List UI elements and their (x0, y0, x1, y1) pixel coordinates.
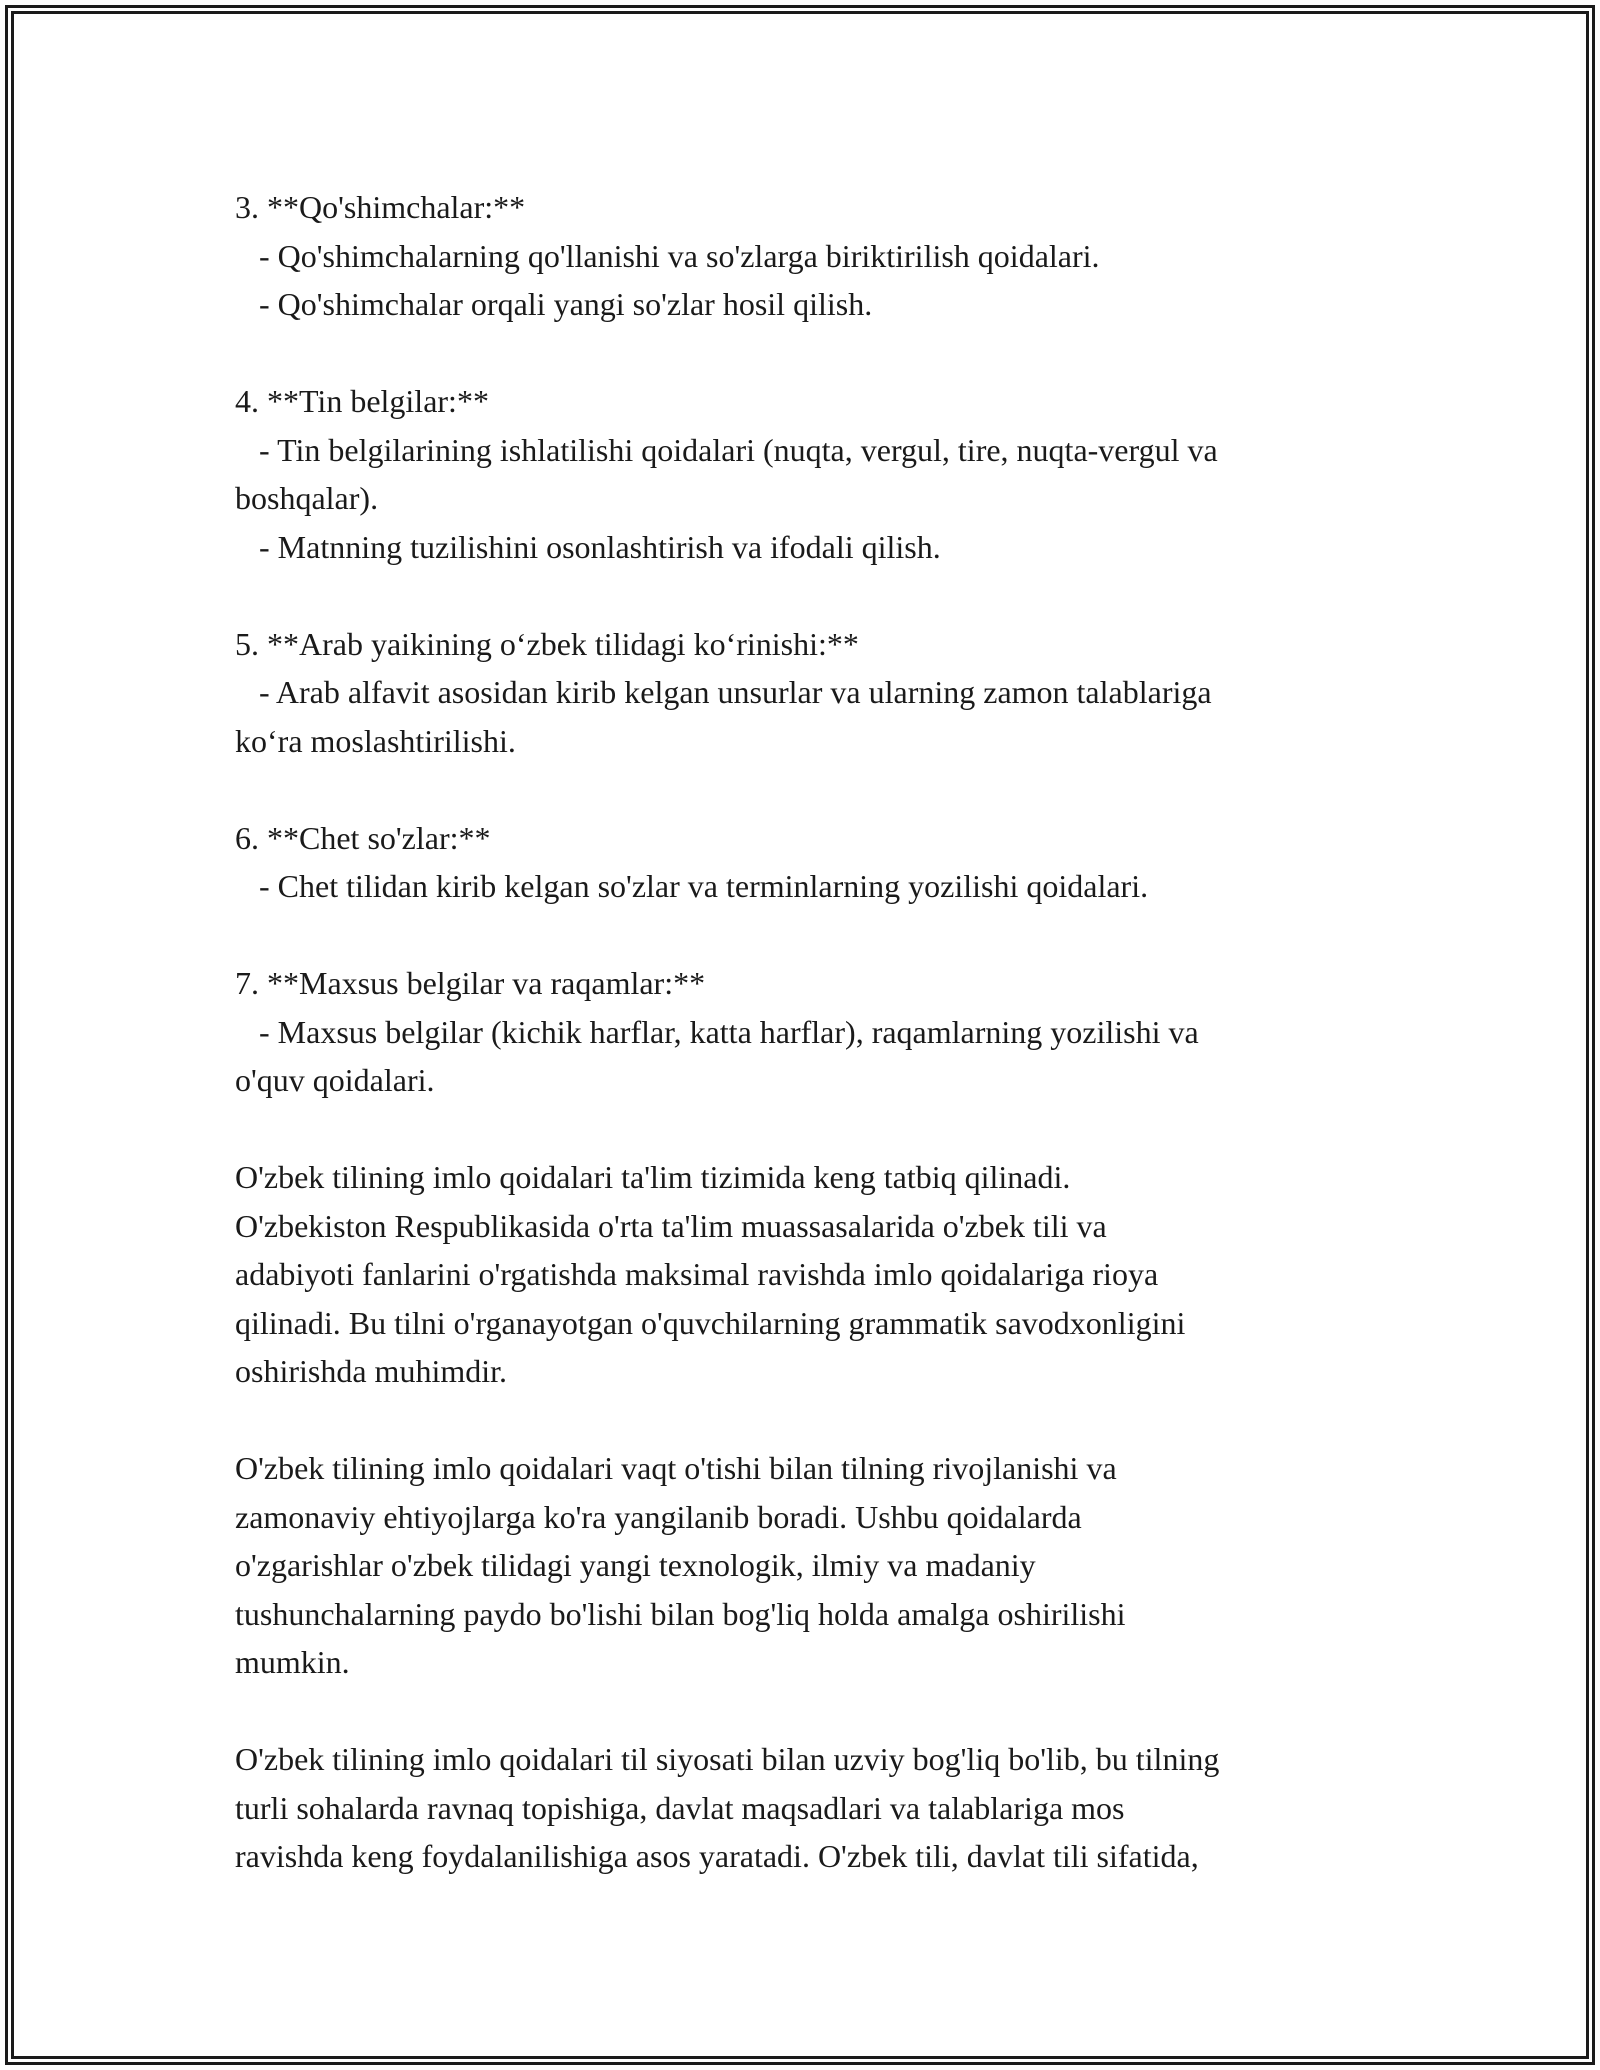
text-line: tushunchalarning paydo bo'lishi bilan bog'liq holda amalga oshirilishi (235, 1595, 1126, 1632)
text-line: o'zgarishlar o'zbek tilidagi yangi texnologik, ilmiy va madaniy (235, 1547, 1036, 1583)
blank-line (235, 765, 1375, 814)
text-line: ravishda keng foydalanilishiga asos yaratadi. O'zbek tili, davlat tili sifatida, (235, 1838, 1199, 1874)
text-line: - Tin belgilarining ishlatilishi qoidalari (nuqta, vergul, tire, nuqta-vergul va (235, 431, 1218, 468)
text-line: - Qo'shimchalar orqali yangi so'zlar hosil qilish. (235, 286, 873, 322)
blank-line (235, 1105, 1375, 1154)
text-line: O'zbek tilining imlo qoidalari til siyosati bilan uzviy bog'liq bo'lib, bu tilning (235, 1741, 1220, 1777)
text-line: - Qo'shimchalarning qo'llanishi va so'zlarga biriktirilish qoidalari. (235, 237, 1100, 274)
text-line: adabiyoti fanlarini o'rgatishda maksimal ravishda imlo qoidalariga rioya (235, 1256, 1159, 1292)
blank-line (235, 571, 1375, 620)
blank-line (235, 329, 1375, 378)
document-body (235, 183, 1375, 1881)
blank-line (235, 911, 1375, 960)
text-line: - Arab alfavit asosidan kirib kelgan unsurlar va ularning zamon talablariga (235, 674, 1212, 710)
blank-line (235, 1687, 1375, 1736)
text-line: - Chet tilidan kirib kelgan so'zlar va terminlarning yozilishi qoidalari. (235, 868, 1149, 904)
text-line: boshqalar). (235, 480, 379, 516)
text-line: O'zbek tilining imlo qoidalari ta'lim tizimida keng tatbiq qilinadi. (235, 1159, 1071, 1195)
text-line: O'zbek tilining imlo qoidalari vaqt o'tishi bilan tilning rivojlanishi va (235, 1450, 1117, 1486)
blank-line (235, 1396, 1375, 1445)
text-line: 6. **Chet so'zlar:** (235, 819, 491, 856)
text-line: turli sohalarda ravnaq topishiga, davlat maqsadlari va talablariga mos (235, 1789, 1125, 1826)
text-line: - Matnning tuzilishini osonlashtirish va ifodali qilish. (235, 528, 941, 565)
text-line: zamonaviy ehtiyojlarga ko'ra yangilanib boradi. Ushbu qoidalarda (235, 1498, 1082, 1535)
text-line: 3. **Qo'shimchalar:** (235, 189, 526, 225)
text-line: 4. **Tin belgilar:** (235, 383, 489, 419)
text-line: 7. **Maxsus belgilar va raqamlar:** (235, 965, 706, 1001)
text-line: o'quv qoidalari. (235, 1062, 435, 1098)
text-line: mumkin. (235, 1644, 350, 1680)
text-line: oshirishda muhimdir. (235, 1353, 507, 1389)
text-line: O'zbekiston Respublikasida o'rta ta'lim muassasalarida o'zbek tili va (235, 1207, 1107, 1244)
text-line: ko‘ra moslashtirilishi. (235, 722, 516, 759)
text-line: - Maxsus belgilar (kichik harflar, katta harflar), raqamlarning yozilishi va (235, 1013, 1199, 1050)
text-line: qilinadi. Bu tilni o'rganayotgan o'quvchilarning grammatik savodxonligini (235, 1304, 1186, 1341)
text-line: 5. **Arab yaikining o‘zbek tilidagi ko‘rinishi:** (235, 625, 859, 662)
